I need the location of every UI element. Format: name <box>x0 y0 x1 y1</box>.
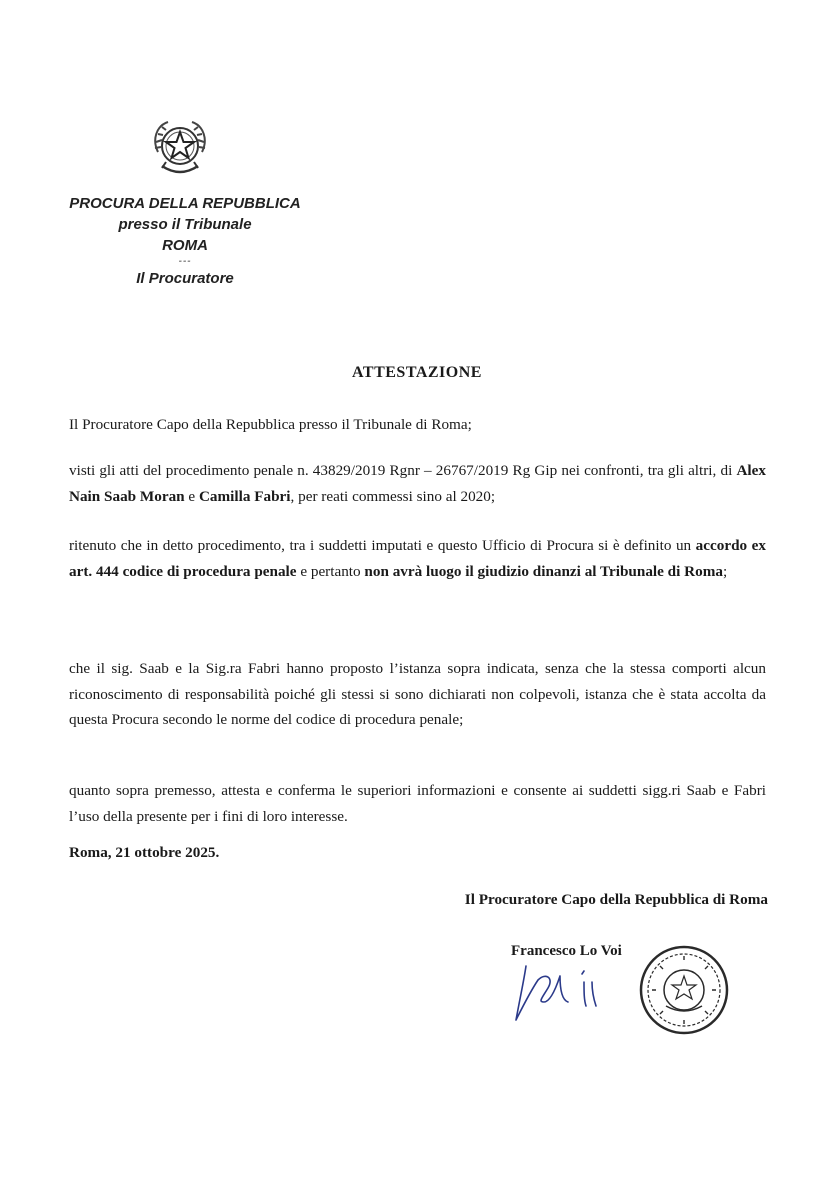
official-round-stamp <box>638 944 730 1036</box>
paragraph-text: visti gli atti del procedimento penale n. 43829/2019 Rgnr – 26767/2019 Rg Gip nei confronti, tra gli altri, di <box>69 462 737 479</box>
signatory-name: Francesco Lo Voi <box>511 943 622 959</box>
paragraph-text: ritenuto che in detto procedimento, tra i suddetti imputati e questo Ufficio di Procura si è definito un <box>69 537 696 554</box>
paragraph-text: e <box>184 487 199 505</box>
paragraph-proceedings <box>69 458 766 509</box>
header-separator: --- <box>178 256 192 267</box>
defendant-name-fabri: Camilla Fabri <box>198 487 291 505</box>
header-line-city: ROMA <box>162 237 208 254</box>
signatory-title: Il Procuratore Capo della Repubblica di Roma <box>464 891 768 908</box>
defendant-name-saab: Alex Nain Saab Moran <box>69 462 766 505</box>
paragraph-request: che il sig. Saab e la Sig.ra Fabri hanno proposto l’istanza sopra indicata, senza che la stessa comporti alcun riconoscimento di responsabilità poiché gli stessi si sono dichiarati non colpevoli, istanza che è stata accolta da questa Procura secondo le norme del codice di procedura penale; <box>69 660 766 728</box>
paragraph-conclusion: quanto sopra premesso, attesta e conferma le superiori informazioni e consente ai suddetti sigg.ri Saab e Fabri l’uso della presente per i fini di loro interesse. <box>69 782 766 825</box>
header-line-court: presso il Tribunale <box>118 216 252 233</box>
agreement-reference: accordo ex art. 444 codice di procedura penale <box>69 537 766 580</box>
header-line-role: Il Procuratore <box>136 270 234 287</box>
office-header <box>60 193 310 289</box>
paragraph-text: ; <box>722 562 728 580</box>
paragraph-text: e pertanto <box>296 562 365 580</box>
paragraph-text: , per reati commessi sino al 2020; <box>290 487 496 505</box>
italian-republic-emblem-icon <box>144 112 216 184</box>
paragraph-intro: Il Procuratore Capo della Repubblica presso il Tribunale di Roma; <box>69 416 472 433</box>
paragraph-agreement <box>69 533 766 584</box>
handwritten-signature <box>508 958 618 1030</box>
document-title: ATTESTAZIONE <box>352 364 482 381</box>
no-trial-statement: non avrà luogo il giudizio dinanzi al Tribunale di Roma <box>364 562 723 580</box>
place-and-date: Roma, 21 ottobre 2025. <box>69 844 220 861</box>
header-line-office: PROCURA DELLA REPUBBLICA <box>69 195 301 212</box>
